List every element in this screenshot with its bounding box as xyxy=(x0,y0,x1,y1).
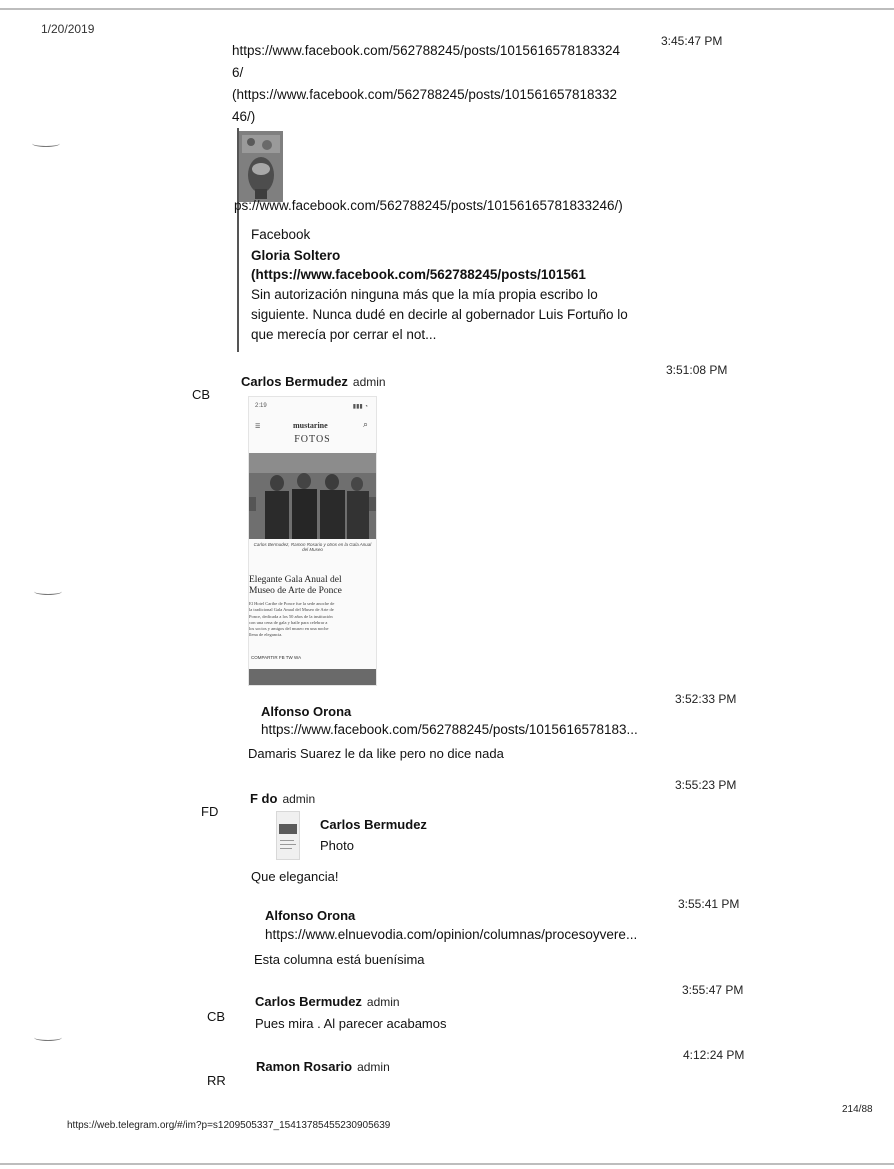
body-line: los socios y amigos del museo en una noche xyxy=(249,626,329,632)
sender-role: admin xyxy=(282,792,316,806)
body-line: con una cena de gala y baile para celebrar a xyxy=(249,619,328,625)
sender-name-text: F do xyxy=(250,791,278,806)
description-line: Sin autorización ninguna más que la mía propia escribo lo xyxy=(251,287,598,302)
reply-sender[interactable]: Carlos Bermudez xyxy=(320,817,427,832)
sender-role: admin xyxy=(357,1060,390,1074)
page-number: 214/88 xyxy=(842,1104,873,1115)
reply-thumbnail[interactable] xyxy=(276,811,300,860)
body-line: llena de elegancia. xyxy=(249,632,283,638)
message-time: 3:51:08 PM xyxy=(666,363,728,377)
link-preview-title[interactable]: Gloria Soltero xyxy=(251,248,341,263)
photo-section-title: FOTOS xyxy=(294,434,331,445)
link-preview-site: Facebook xyxy=(251,227,311,242)
photo-thumbnail-icon xyxy=(279,824,297,834)
body-line: la tradicional Gala Anual del Museo de Arte de xyxy=(249,607,334,613)
body-line: Ponce, dedicada a los 50 años de la institución xyxy=(249,613,333,619)
link-line: 6/ xyxy=(232,65,244,80)
menu-icon: ☰ xyxy=(255,424,261,430)
print-footer-url: https://web.telegram.org/#/im?p=s1209505337_15413785455230905639 xyxy=(67,1120,391,1131)
scan-mark xyxy=(34,588,62,595)
reply-type: Photo xyxy=(320,838,354,853)
bottom-rule xyxy=(0,1163,894,1165)
link-preview-description xyxy=(251,285,628,345)
top-rule xyxy=(0,8,894,10)
scan-mark xyxy=(34,1034,62,1041)
message-text: Esta columna está buenísima xyxy=(254,952,425,967)
signal-icon: ▮▮▮ ◔ xyxy=(352,404,368,410)
message-time: 3:45:47 PM xyxy=(661,34,723,48)
article-headline xyxy=(249,575,342,597)
message-link[interactable]: https://www.elnuevodia.com/opinion/columnas/procesoyvere... xyxy=(265,927,638,942)
body-line: El Hotel Caribe de Ponce fue la sede anoche de xyxy=(249,601,335,606)
photo-status-time: 2:19 xyxy=(255,403,267,409)
avatar-initials: CB xyxy=(207,1009,226,1024)
link-preview-title-url[interactable]: (https://www.facebook.com/562788245/posts/101561 xyxy=(251,267,586,282)
sender-name[interactable] xyxy=(250,791,315,806)
photo-brand: mustarine xyxy=(293,421,328,430)
message-time: 3:55:47 PM xyxy=(682,983,744,997)
avatar-initials: FD xyxy=(201,804,219,819)
message-photo[interactable] xyxy=(248,396,377,686)
sender-name[interactable] xyxy=(256,1059,390,1074)
sender-name-text: Ramon Rosario xyxy=(256,1059,353,1074)
gala-photo-image xyxy=(249,453,376,539)
scan-mark xyxy=(32,140,60,147)
link-line: https://www.facebook.com/562788245/posts/1015616578183324 xyxy=(232,43,621,58)
message-text: Damaris Suarez le da like pero no dice nada xyxy=(248,746,504,761)
message-time: 3:52:33 PM xyxy=(675,692,737,706)
headline-line: Elegante Gala Anual del xyxy=(249,575,342,585)
sender-name[interactable]: Alfonso Orona xyxy=(265,908,356,923)
message-text: Que elegancia! xyxy=(251,869,339,884)
message-time: 3:55:41 PM xyxy=(678,897,740,911)
print-date: 1/20/2019 xyxy=(41,22,95,36)
sender-name[interactable] xyxy=(241,374,386,389)
photo-bottom-strip xyxy=(249,669,376,685)
description-line: que merecía por cerrar el not... xyxy=(251,327,437,342)
sender-name-text: Carlos Bermudez xyxy=(255,994,362,1009)
vase-image-icon xyxy=(239,131,283,202)
sender-name[interactable]: Alfonso Orona xyxy=(261,704,352,719)
sender-role: admin xyxy=(366,995,400,1009)
avatar-initials: CB xyxy=(192,387,211,402)
message-link[interactable]: https://www.facebook.com/562788245/posts/1015616578183... xyxy=(261,722,638,737)
sender-role: admin xyxy=(352,375,386,389)
avatar-initials: RR xyxy=(207,1073,226,1088)
share-bar: COMPARTIR FB TW WA xyxy=(251,655,302,660)
description-line: siguiente. Nunca dudé en decirle al gobernador Luis Fortuño lo xyxy=(251,307,628,322)
message-time: 4:12:24 PM xyxy=(683,1048,745,1062)
message-text: Pues mira . Al parecer acabamos xyxy=(255,1016,447,1031)
message-time: 3:55:23 PM xyxy=(675,778,737,792)
link-line: (https://www.facebook.com/562788245/posts/101561657818332 xyxy=(232,87,618,102)
sender-name-text: Carlos Bermudez xyxy=(241,374,348,389)
link-preview-thumbnail[interactable] xyxy=(239,131,283,202)
article-body xyxy=(249,601,376,639)
search-icon: ⌕ xyxy=(362,419,368,429)
headline-line: Museo de Arte de Ponce xyxy=(249,586,342,596)
link-preview-url[interactable]: ps://www.facebook.com/562788245/posts/10156165781833246/) xyxy=(234,198,623,213)
message-link[interactable] xyxy=(232,40,620,128)
photo-caption: Carlos Bermudez, Ramon Rosario y otros en la Gala Anual del Museo xyxy=(253,542,372,552)
link-line: 46/) xyxy=(232,109,256,124)
sender-name[interactable] xyxy=(255,994,400,1009)
